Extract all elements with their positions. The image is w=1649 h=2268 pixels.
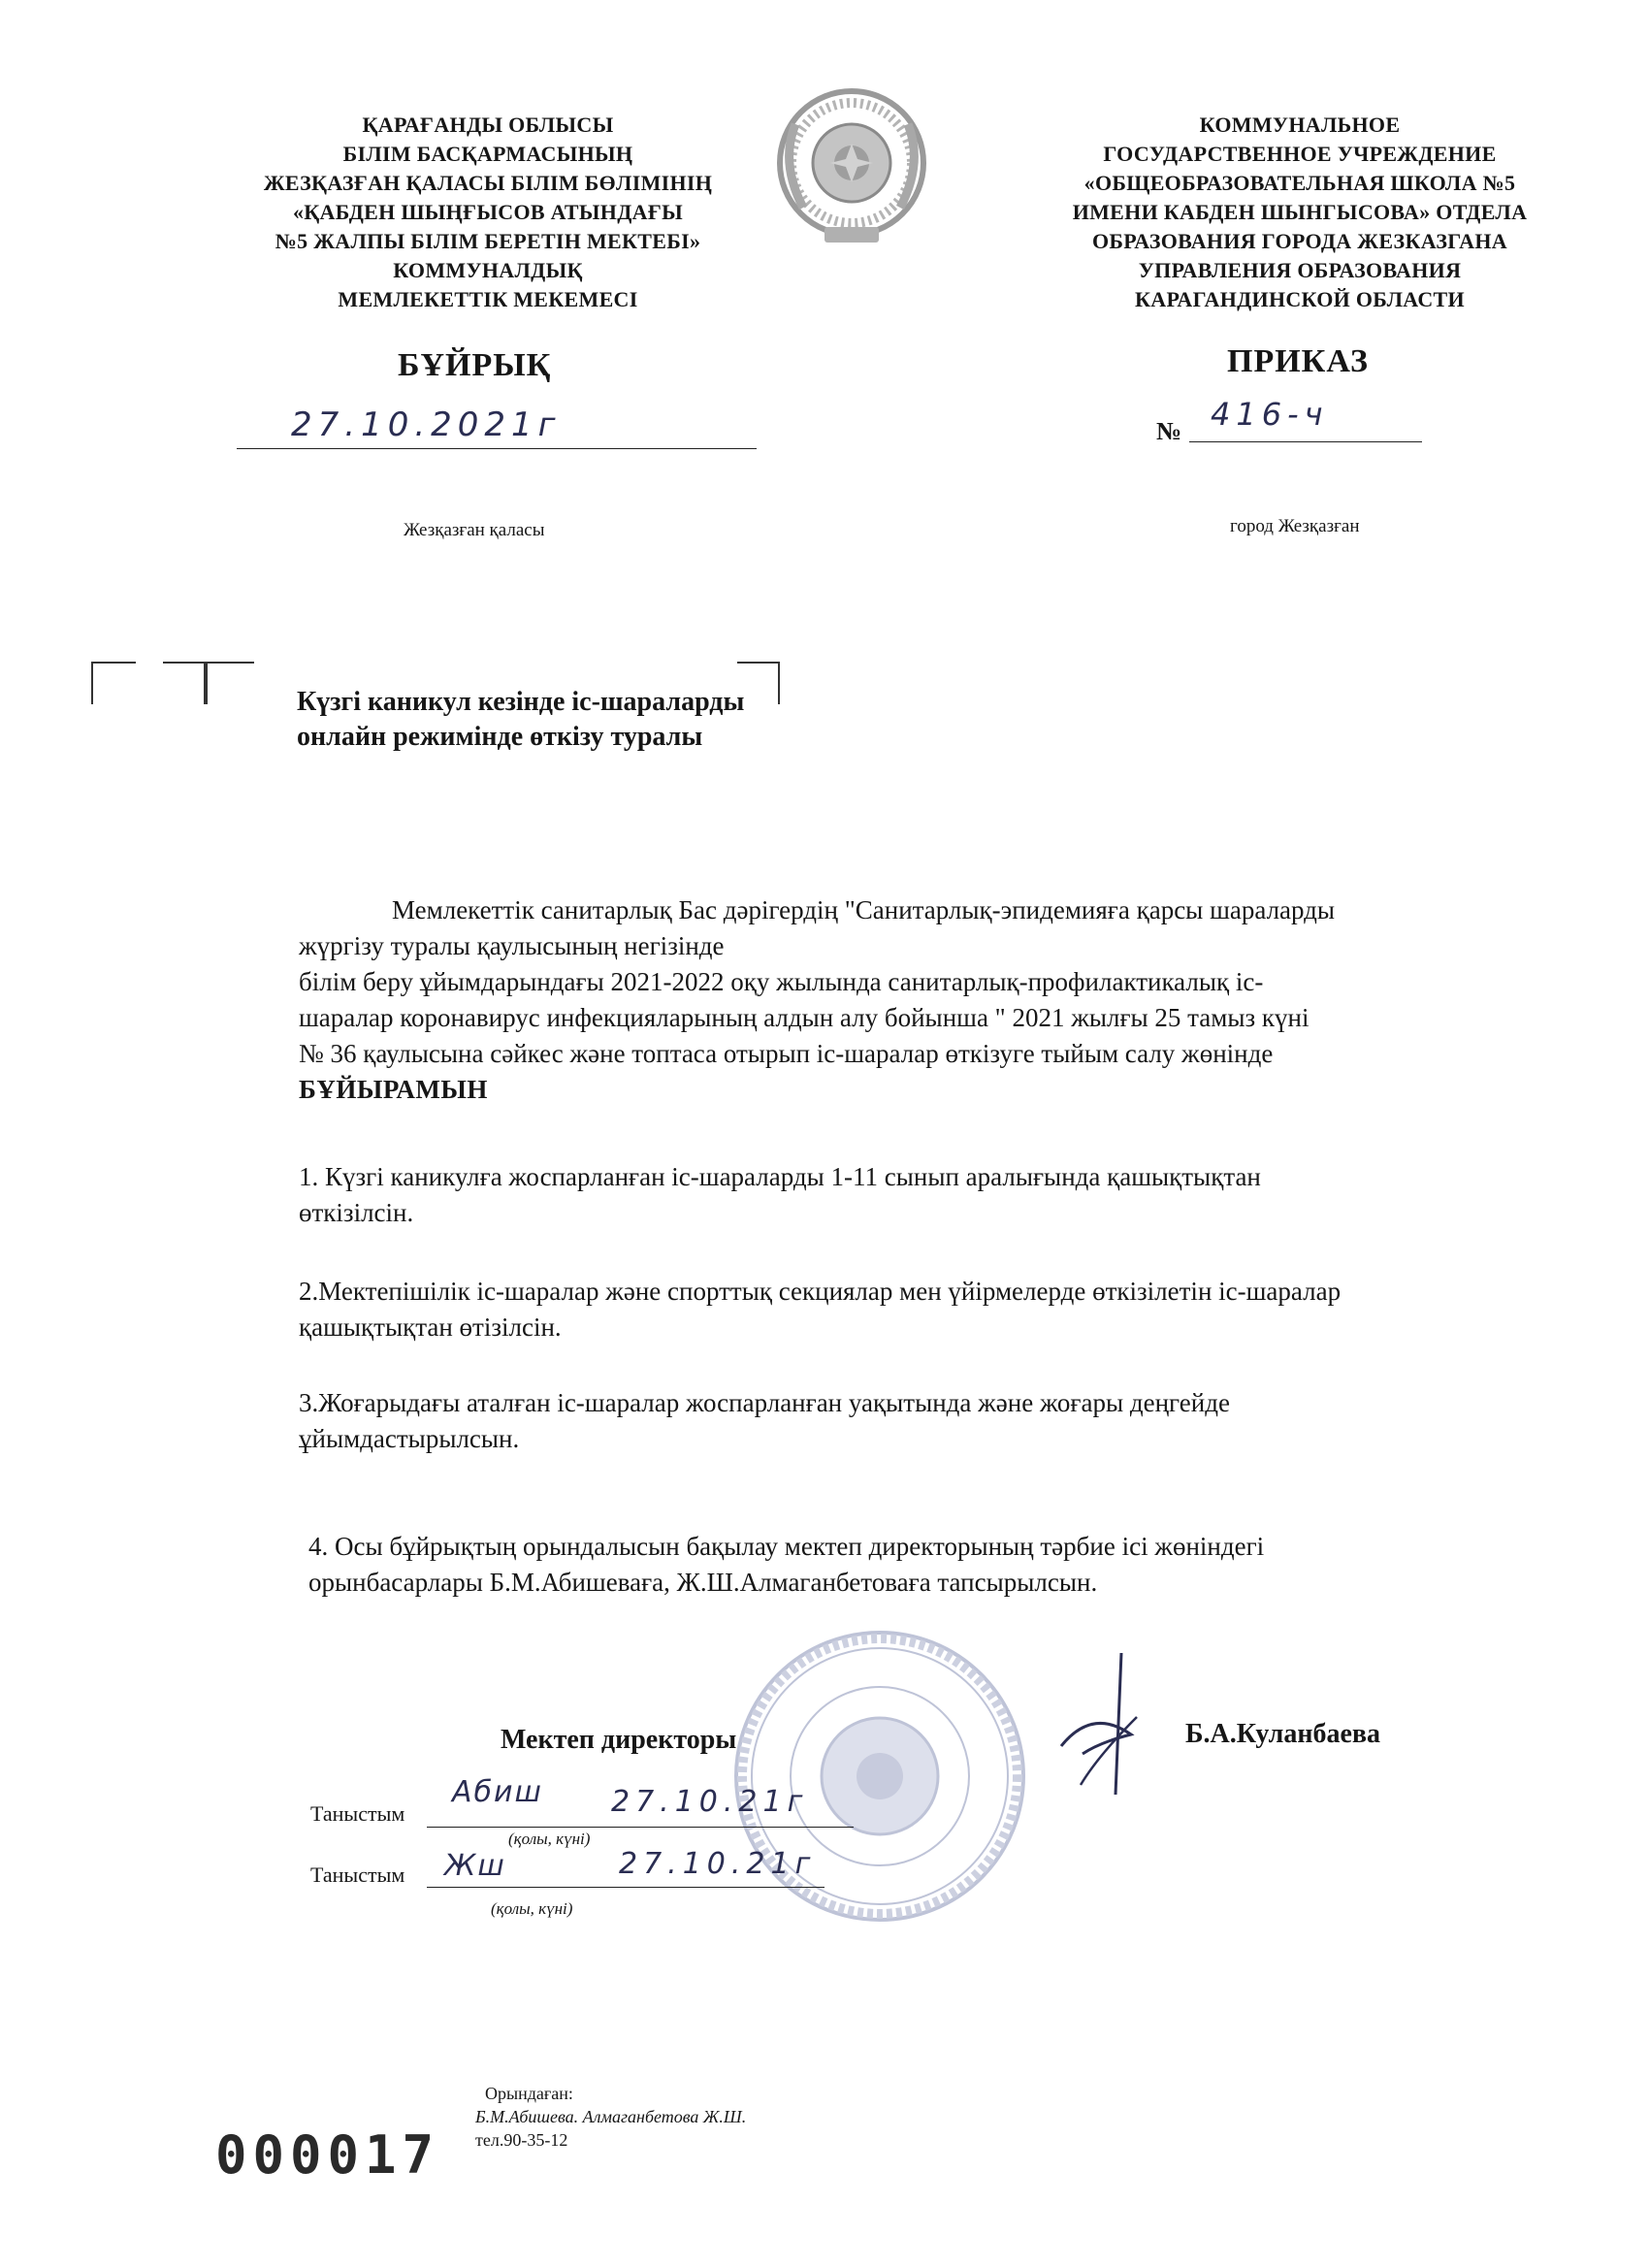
header-ru-line: КОММУНАЛЬНОЕ [1199, 113, 1401, 137]
ack2-hint: (қолы, күні) [491, 1899, 573, 1918]
header-kz-line: БІЛІМ БАСҚАРМАСЫНЫҢ [342, 142, 633, 166]
preamble-line: білім беру ұйымдарындағы 2021-2022 оқу жылында санитарлық-профилактикалық іс- [299, 967, 1264, 996]
director-signature [1053, 1649, 1147, 1804]
order-item-2 [299, 1274, 1341, 1345]
executor-label: Орындаған: [485, 2084, 573, 2103]
preamble-paragraph [299, 892, 1335, 1108]
order-item-1 [299, 1159, 1261, 1231]
ack1-hint: (қолы, күні) [508, 1830, 591, 1848]
preamble-line: Мемлекеттік санитарлық Бас дәрігердің "Санитарлық-эпидемияға қарсы шараларды [392, 895, 1336, 924]
ack2-date: 27.10.21г [619, 1847, 817, 1881]
order-number-sign: № [1156, 417, 1182, 445]
order-number-handwritten: 416-ч [1211, 396, 1329, 433]
header-kz-line: «ҚАБДЕН ШЫҢҒЫСОВ АТЫНДАҒЫ [292, 200, 684, 224]
header-ru-line: ГОСУДАРСТВЕННОЕ УЧРЕЖДЕНИЕ [1103, 142, 1497, 166]
subject-line: Күзгі каникул кезінде іс-шараларды [297, 687, 745, 717]
item-line: ұйымдастырылсын. [299, 1424, 520, 1453]
item-line: 1. Күзгі каникулға жоспарланған іс-шараларды 1-11 сынып аралығында қашықтықтан [299, 1162, 1261, 1191]
preamble-line: № 36 қаулысына сәйкес және топтаса отырып іс-шаралар өткізуге тыйым салу жөнінде [299, 1039, 1274, 1068]
director-position: Мектеп директоры [501, 1725, 737, 1755]
item-line: өткізілсін. [299, 1198, 414, 1227]
item-line: 2.Мектепішілік іс-шаралар және спорттық секциялар мен үйірмелерде өткізілетін іс-шаралар [299, 1277, 1342, 1306]
header-ru-line: КАРАГАНДИНСКОЙ ОБЛАСТИ [1135, 287, 1465, 311]
header-kz-line: КОММУНАЛДЫҚ [393, 258, 583, 282]
director-name: Б.А.Куланбаева [1185, 1719, 1381, 1749]
emblem-icon [774, 81, 929, 252]
order-subject [297, 685, 744, 755]
order-title-kz: БҰЙРЫҚ [398, 347, 552, 383]
ack1-signature: Абиш [452, 1775, 543, 1809]
header-ru-line: ОБРАЗОВАНИЯ ГОРОДА ЖЕЗКАЗГАНА [1092, 229, 1507, 253]
number-underline [1189, 441, 1422, 442]
order-item-3 [299, 1385, 1230, 1457]
item-line: 4. Осы бұйрықтың орындалысын бақылау мектеп директорының тәрбие ісі жөніндегі [308, 1532, 1265, 1561]
corner-mark [91, 662, 136, 704]
header-kazakh [182, 111, 793, 314]
order-date-handwritten: 27.10.2021г [291, 405, 562, 444]
header-ru-line: ИМЕНИ КАБДЕН ШЫНГЫСОВА» ОТДЕЛА [1072, 200, 1528, 224]
executor-names: Б.М.Абишева. Алмаганбетова Ж.Ш. [475, 2107, 747, 2126]
ack-label: Таныстым [310, 1863, 405, 1887]
executor-phone: тел.90-35-12 [475, 2130, 568, 2150]
header-ru-line: «ОБЩЕОБРАЗОВАТЕЛЬНАЯ ШКОЛА №5 [1083, 171, 1516, 195]
order-item-4 [308, 1529, 1264, 1601]
header-kz-line: ЖЕЗҚАЗҒАН ҚАЛАСЫ БІЛІМ БӨЛІМІНІҢ [263, 171, 713, 195]
ack2-underline [427, 1887, 824, 1888]
city-kz: Жезқазған қаласы [404, 520, 545, 540]
header-kz-line: №5 ЖАЛПЫ БІЛІМ БЕРЕТІН МЕКТЕБІ» [275, 229, 701, 253]
preamble-line: жүргізу туралы қаулысының негізінде [299, 931, 725, 960]
ack2-signature: Жш [444, 1849, 506, 1883]
header-russian [989, 111, 1610, 314]
ack-label: Таныстым [310, 1801, 405, 1826]
item-line: қашықтықтан өтізілсін. [299, 1312, 562, 1342]
preamble-line: шаралар коронавирус инфекцияларының алдын алу бойынша " 2021 жылғы 25 тамыз күні [299, 1003, 1310, 1032]
decree-word: БҰЙЫРАМЫН [299, 1075, 488, 1104]
header-ru-line: УПРАВЛЕНИЯ ОБРАЗОВАНИЯ [1138, 258, 1462, 282]
header-kz-line: МЕМЛЕКЕТТІК МЕКЕМЕСІ [338, 287, 638, 311]
subject-line: онлайн режимінде өткізу туралы [297, 722, 703, 752]
stamp-icon [729, 1626, 1030, 1927]
ack1-underline [427, 1827, 854, 1828]
serial-number: 000017 [215, 2124, 440, 2186]
order-title-ru: ПРИКАЗ [1227, 343, 1369, 379]
city-ru: город Жезқазған [1230, 516, 1360, 536]
ack1-date: 27.10.21г [611, 1785, 809, 1819]
header-kz-line: ҚАРАҒАНДЫ ОБЛЫСЫ [362, 113, 614, 137]
item-line: 3.Жоғарыдағы аталған іс-шаралар жоспарланған уақытында және жоғары деңгейде [299, 1388, 1230, 1417]
corner-mark [206, 662, 254, 704]
corner-mark [163, 662, 206, 704]
date-underline [237, 448, 757, 449]
item-line: орынбасарлары Б.М.Абишеваға, Ж.Ш.Алмаганбетоваға тапсырылсын. [308, 1568, 1098, 1597]
